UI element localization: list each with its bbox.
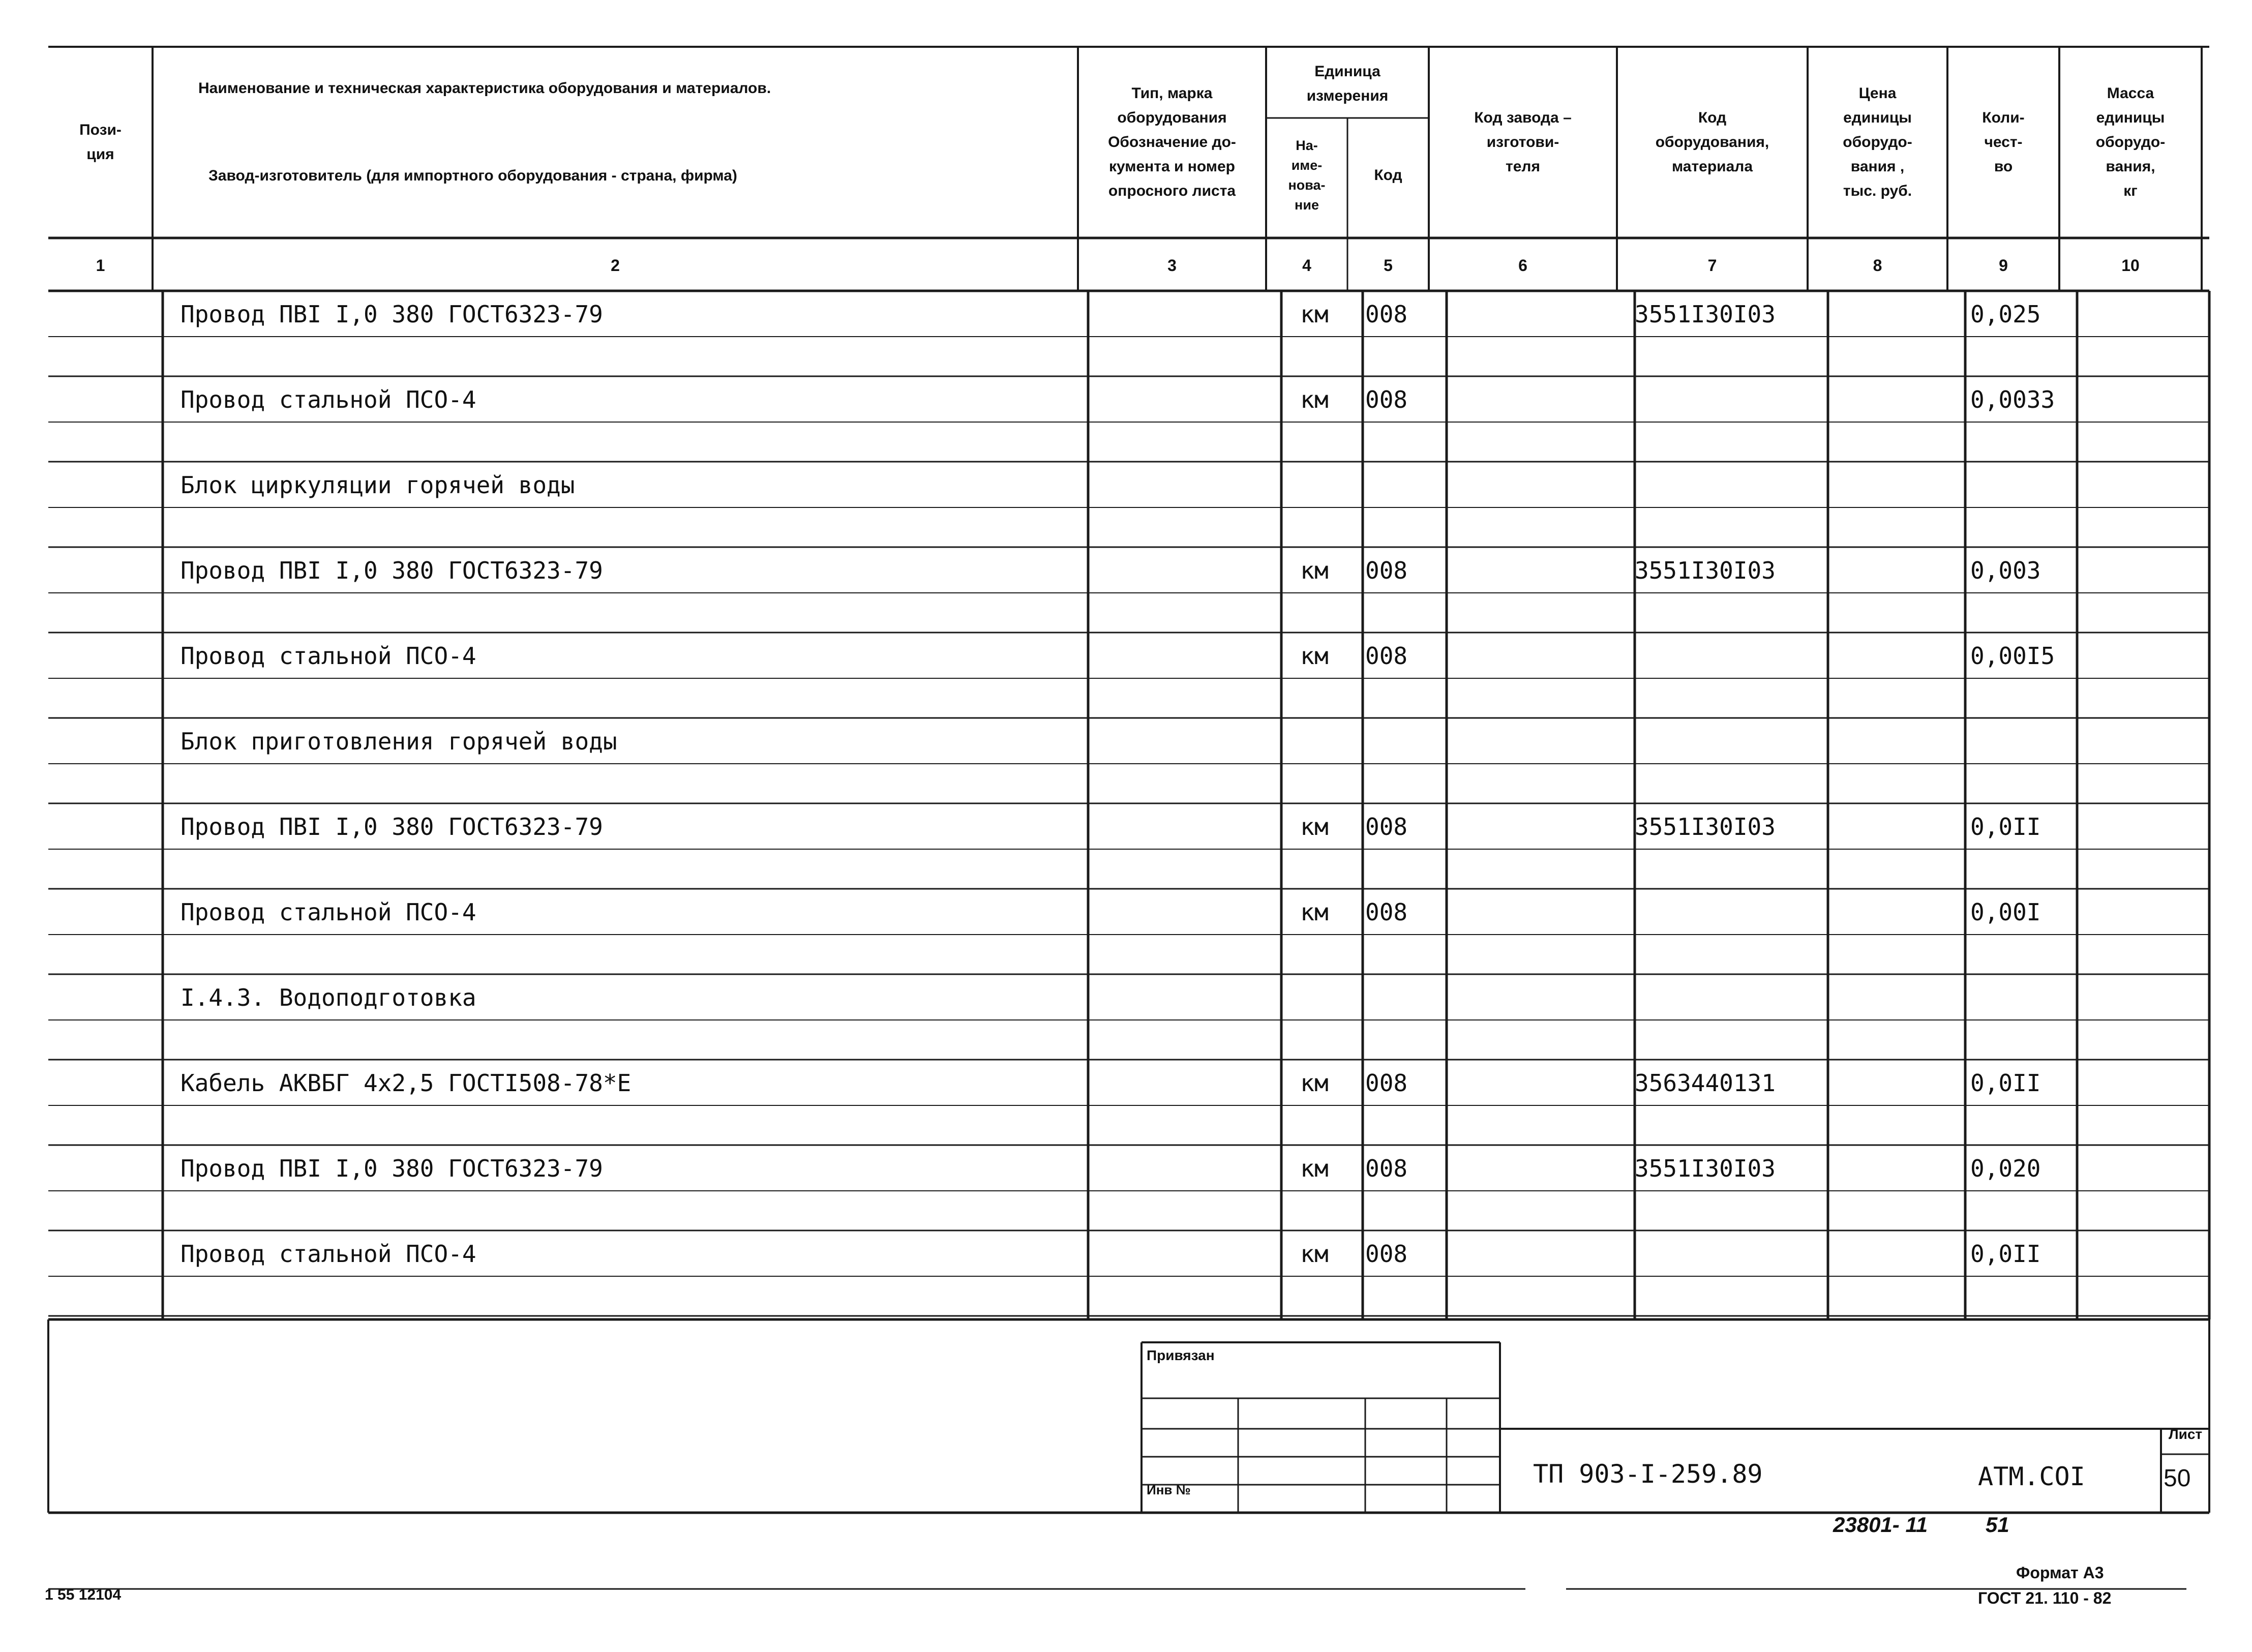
sheet-label: Лист bbox=[2169, 1426, 2203, 1442]
row-name: Провод стальной ПСО-4 bbox=[181, 642, 476, 670]
gost-label: ГОСТ 21. 110 - 82 bbox=[1978, 1589, 2112, 1607]
handwritten-page: 51 bbox=[1986, 1513, 2009, 1537]
header-mass: Масса единицы оборудо- вания, кг bbox=[2095, 85, 2166, 199]
sheet-code: АТМ.COI bbox=[1978, 1462, 2085, 1491]
privyazan-label: Привязан bbox=[1147, 1347, 1215, 1363]
header-unit-group: Единица измерения bbox=[1306, 63, 1389, 104]
row-quantity: 0,00I5 bbox=[1970, 642, 2055, 670]
row-unit: км bbox=[1300, 1240, 1329, 1268]
left-code: 1 55 12104 bbox=[45, 1586, 122, 1603]
row-name: I.4.3. Водоподготовка bbox=[181, 983, 476, 1011]
row-unit: км bbox=[1300, 813, 1329, 840]
row-material-code: 3551I30I03 bbox=[1635, 556, 1776, 584]
row-name: Провод стальной ПСО-4 bbox=[181, 1240, 476, 1268]
row-unit-code: 008 bbox=[1365, 385, 1408, 413]
row-quantity: 0,020 bbox=[1970, 1154, 2041, 1182]
doc-code: ТП 903-I-259.89 bbox=[1533, 1459, 1763, 1489]
row-unit bbox=[1271, 463, 1358, 506]
header-unit-name: На- име- нова- ние bbox=[1288, 137, 1326, 213]
row-quantity: 0,0033 bbox=[1970, 385, 2055, 413]
row-name: Провод ПВI I,0 380 ГОСТ6323-79 bbox=[181, 300, 603, 328]
row-name: Блок циркуляции горячей воды bbox=[181, 471, 575, 499]
row-unit: км bbox=[1300, 385, 1329, 413]
row-unit-code: 008 bbox=[1365, 1240, 1408, 1268]
row-unit-code: 008 bbox=[1365, 642, 1408, 670]
colnum-10: 10 bbox=[2121, 256, 2140, 275]
header-price: Цена единицы оборудо- вания , тыс. руб. bbox=[1843, 85, 1912, 199]
colnum-3: 3 bbox=[1167, 256, 1177, 275]
row-name: Провод стальной ПСО-4 bbox=[181, 385, 476, 413]
row-quantity: 0,00I bbox=[1970, 898, 2041, 926]
colnum-2: 2 bbox=[611, 256, 620, 275]
row-unit: км bbox=[1300, 1069, 1329, 1097]
handwritten-number: 23801- 11 bbox=[1833, 1513, 1928, 1537]
sheet-number: 50 bbox=[2164, 1465, 2191, 1492]
header-unit-code: Код bbox=[1374, 167, 1402, 184]
colnum-8: 8 bbox=[1873, 256, 1882, 275]
row-name: Кабель АКВБГ 4х2,5 ГОСТI508-78*Е bbox=[181, 1069, 632, 1097]
row-name: Провод ПВI I,0 380 ГОСТ6323-79 bbox=[181, 1154, 603, 1182]
header-manufacturer-code: Код завода – изготови- теля bbox=[1474, 109, 1572, 175]
row-quantity: 0,0II bbox=[1970, 813, 2041, 840]
header-type: Тип, марка оборудования Обозначение до- кумента и номер опросного листа bbox=[1108, 85, 1236, 199]
row-unit: км bbox=[1300, 1154, 1329, 1182]
row-unit: км bbox=[1300, 898, 1329, 926]
colnum-7: 7 bbox=[1707, 256, 1717, 275]
row-unit bbox=[1271, 976, 1358, 1019]
row-unit bbox=[1271, 719, 1358, 763]
row-unit-code: 008 bbox=[1365, 1069, 1408, 1097]
format-label: Формат А3 bbox=[2016, 1564, 2104, 1582]
row-material-code: 3551I30I03 bbox=[1635, 300, 1776, 328]
row-material-code: 3551I30I03 bbox=[1635, 813, 1776, 840]
colnum-4: 4 bbox=[1302, 256, 1311, 275]
row-unit-code: 008 bbox=[1365, 898, 1408, 926]
header-quantity: Коли- чест- во bbox=[1982, 109, 2025, 175]
row-name: Провод стальной ПСО-4 bbox=[181, 898, 476, 926]
row-quantity: 0,0II bbox=[1970, 1240, 2041, 1268]
row-material-code: 35634401З1 bbox=[1635, 1069, 1776, 1097]
row-unit-code: 008 bbox=[1365, 556, 1408, 584]
row-name: Провод ПВI I,0 380 ГОСТ6323-79 bbox=[181, 556, 603, 584]
row-quantity: 0,025 bbox=[1970, 300, 2041, 328]
row-unit: км bbox=[1300, 642, 1329, 670]
row-name: Провод ПВI I,0 380 ГОСТ6323-79 bbox=[181, 813, 603, 840]
header-material-code: Код оборудования, материала bbox=[1655, 109, 1769, 175]
row-material-code: 3551I30I03 bbox=[1635, 1154, 1776, 1182]
colnum-9: 9 bbox=[1999, 256, 2008, 275]
row-unit-code: 008 bbox=[1365, 1154, 1408, 1182]
colnum-6: 6 bbox=[1518, 256, 1527, 275]
inv-label: Инв № bbox=[1147, 1482, 1191, 1497]
row-unit-code: 008 bbox=[1365, 813, 1408, 840]
row-quantity: 0,003 bbox=[1970, 556, 2041, 584]
row-unit: км bbox=[1300, 556, 1329, 584]
row-quantity: 0,0II bbox=[1970, 1069, 2041, 1097]
colnum-1: 1 bbox=[96, 256, 105, 275]
colnum-5: 5 bbox=[1384, 256, 1393, 275]
row-unit: км bbox=[1300, 300, 1329, 328]
row-name: Блок приготовления горячей воды bbox=[181, 727, 617, 755]
header-name: Наименование и техническая характеристика оборудования и материалов. Завод-изготовитель (для импортного оборудования - страна, фирма) bbox=[198, 80, 771, 184]
row-unit-code: 008 bbox=[1365, 300, 1408, 328]
header-position: Пози- ция bbox=[79, 122, 122, 163]
